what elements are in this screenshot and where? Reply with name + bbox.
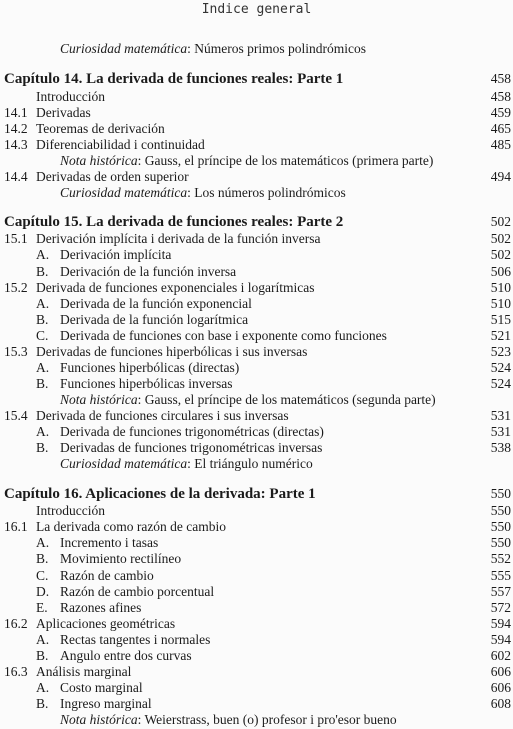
- entry-number: A.: [36, 424, 50, 439]
- entry-title: Derivación implícita: [60, 247, 172, 262]
- note-label: Curiosidad matemática: [60, 456, 188, 471]
- page-number: 594: [490, 616, 511, 631]
- entry-number: 14.2: [4, 121, 28, 136]
- page-number: 515: [490, 312, 511, 327]
- page-number: 521: [490, 328, 511, 343]
- entry-title: Derivación de la función inversa: [60, 264, 237, 279]
- entry-number: B.: [36, 551, 49, 566]
- entry-number: 15.4: [4, 408, 28, 423]
- entry-title: Introducción: [36, 503, 105, 518]
- entry-title: Derivada de funciones circulares i sus inversas: [36, 408, 289, 423]
- entry-title: Derivada de la función logarítmica: [60, 312, 249, 327]
- page-number: 465: [490, 121, 511, 136]
- chapter-heading: [0, 70, 513, 88]
- page-number: 510: [490, 280, 511, 295]
- entry-number: B.: [36, 696, 49, 711]
- page-number: 550: [490, 486, 511, 501]
- page-number: 550: [490, 519, 511, 534]
- entry-number: 15.1: [4, 231, 28, 246]
- page-number: 524: [490, 360, 511, 375]
- page-number: 524: [490, 376, 511, 391]
- page-number: 606: [490, 680, 511, 695]
- toc-note: [0, 184, 513, 202]
- page-number: 502: [490, 247, 511, 262]
- toc-note: [0, 40, 513, 58]
- page-number: 550: [490, 503, 511, 518]
- entry-number: A.: [36, 296, 50, 311]
- entry-title: Introducción: [36, 89, 105, 104]
- page-number: 531: [490, 408, 511, 423]
- note-label: Curiosidad matemática: [60, 185, 188, 200]
- entry-title: Rectas tangentes i normales: [60, 632, 211, 647]
- entry-number: C.: [36, 328, 49, 343]
- entry-title: Derivada de funciones exponenciales i logarítmicas: [36, 280, 315, 295]
- entry-number: B.: [36, 376, 49, 391]
- entry-title: Razones afines: [60, 600, 142, 615]
- page-number: 506: [490, 264, 511, 279]
- page-number: 494: [490, 169, 511, 184]
- page-number: 458: [490, 89, 511, 104]
- page-number: 606: [490, 664, 511, 679]
- entry-title: Funciones hiperbólicas (directas): [60, 360, 240, 375]
- entry-number: B.: [36, 440, 49, 455]
- page-number: 459: [490, 105, 511, 120]
- entry-title: Razón de cambio porcentual: [60, 584, 215, 599]
- page-number: 510: [490, 296, 511, 311]
- toc-note: [0, 455, 513, 473]
- note-label: Nota histórica: [60, 153, 138, 168]
- entry-title: Derivadas de funciones trigonométricas inversas: [60, 440, 323, 455]
- page-number: 523: [490, 344, 511, 359]
- entry-number: A.: [36, 535, 50, 550]
- note-body: : El triángulo numérico: [187, 456, 313, 471]
- entry-number: 14.4: [4, 169, 28, 184]
- page-number: 557: [490, 584, 511, 599]
- note-label: Curiosidad matemática: [60, 41, 188, 56]
- note-body: : Gauss, el príncipe de los matemáticos (segunda parte): [137, 392, 436, 407]
- entry-number: E.: [36, 600, 48, 615]
- toc-note: [0, 711, 513, 729]
- running-header: Indice general: [201, 2, 312, 17]
- page-number: 555: [490, 568, 511, 583]
- page-number: 458: [490, 71, 511, 86]
- note-label: Nota histórica: [60, 392, 138, 407]
- entry-title: Teoremas de derivación: [36, 121, 165, 136]
- entry-number: 15.3: [4, 344, 28, 359]
- page-number: 552: [490, 551, 511, 566]
- chapter-title: Capítulo 14. La derivada de funciones reales: Parte 1: [4, 71, 344, 87]
- note-label: Nota histórica: [60, 712, 138, 727]
- entry-title: Derivadas de orden superior: [36, 169, 189, 184]
- entry-number: B.: [36, 312, 49, 327]
- page-number: 485: [490, 137, 511, 152]
- page-number: 502: [490, 214, 511, 229]
- page-number: 594: [490, 632, 511, 647]
- entry-number: 15.2: [4, 280, 28, 295]
- entry-title: Funciones hiperbólicas inversas: [60, 376, 233, 391]
- toc-entry: [0, 550, 513, 568]
- entry-number: D.: [36, 584, 50, 599]
- note-text: [60, 40, 366, 58]
- note-body: : Weierstrass, buen (o) profesor i pro'esor bueno: [137, 712, 397, 727]
- entry-number: C.: [36, 568, 49, 583]
- entry-title: Derivada de la función exponencial: [60, 296, 252, 311]
- entry-number: A.: [36, 247, 50, 262]
- toc-entry: [0, 246, 513, 264]
- note-text: [60, 711, 397, 729]
- page-number: 572: [490, 600, 511, 615]
- note-body: : Números primos polindrómicos: [187, 41, 366, 56]
- entry-number: 16.1: [4, 519, 28, 534]
- entry-title: Angulo entre dos curvas: [60, 648, 192, 663]
- chapter-title: Capítulo 16. Aplicaciones de la derivada: Parte 1: [4, 486, 316, 502]
- entry-title: Costo marginal: [60, 680, 143, 695]
- page-number: 550: [490, 535, 511, 550]
- entry-title: Derivada de funciones trigonométricas (directas): [60, 424, 324, 439]
- entry-title: Incremento i tasas: [60, 535, 159, 550]
- note-body: : Gauss, el príncipe de los matemáticos (primera parte): [137, 153, 434, 168]
- entry-title: Diferenciabilidad i continuidad: [36, 137, 205, 152]
- entry-title: Análisis marginal: [36, 664, 132, 679]
- entry-title: Derivada de funciones con base i exponente como funciones: [60, 328, 387, 343]
- entry-title: Razón de cambio: [60, 568, 154, 583]
- entry-number: 16.2: [4, 616, 28, 631]
- entry-number: B.: [36, 648, 49, 663]
- page-number: 538: [490, 440, 511, 455]
- page-number: 602: [490, 648, 511, 663]
- page-number: 608: [490, 696, 511, 711]
- entry-number: 14.3: [4, 137, 28, 152]
- entry-number: A.: [36, 360, 50, 375]
- entry-number: 14.1: [4, 105, 28, 120]
- entry-number: A.: [36, 680, 50, 695]
- entry-title: Ingreso marginal: [60, 696, 152, 711]
- entry-title: Movimiento rectilíneo: [60, 551, 182, 566]
- entry-title: La derivada como razón de cambio: [36, 519, 227, 534]
- entry-title: Derivadas de funciones hiperbólicas i sus inversas: [36, 344, 308, 359]
- entry-number: A.: [36, 632, 50, 647]
- note-text: [60, 184, 346, 202]
- note-text: [60, 455, 313, 473]
- page-number: 502: [490, 231, 511, 246]
- page-number: 531: [490, 424, 511, 439]
- chapter-heading: [0, 485, 513, 503]
- note-body: : Los números polindrómicos: [187, 185, 346, 200]
- entry-title: Derivadas: [36, 105, 91, 120]
- entry-number: B.: [36, 264, 49, 279]
- entry-title: Aplicaciones geométricas: [36, 616, 176, 631]
- chapter-title: Capítulo 15. La derivada de funciones reales: Parte 2: [4, 214, 344, 230]
- chapter-heading: [0, 213, 513, 231]
- entry-number: 16.3: [4, 664, 28, 679]
- entry-title: Derivación implícita i derivada de la función inversa: [36, 231, 321, 246]
